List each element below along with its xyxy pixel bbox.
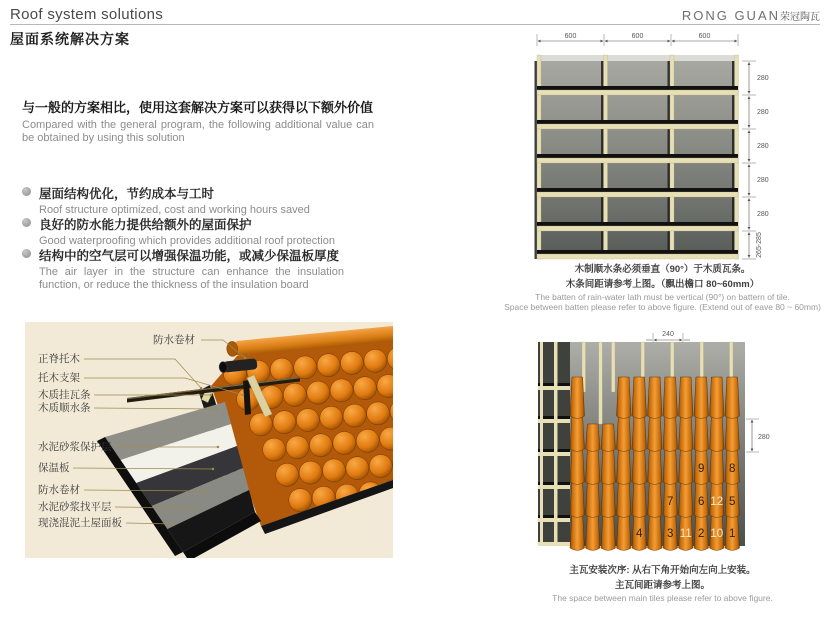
tile-installation-diagram [530, 328, 825, 558]
page-title: Roof system solutions [10, 6, 164, 23]
brand-en: RONG GUAN [681, 8, 780, 23]
layer-label: 现浇混泥土屋面板 [38, 517, 122, 529]
benefit-en: The air layer in the structure can enhance the insulation function, or reduce the thickness of the insulation board [39, 266, 344, 291]
tile-number: 1 [729, 528, 736, 540]
caption-zh: 主瓦安装次序: 从右下角开始向左向上安装。 [569, 565, 756, 576]
benefit-zh: 良好的防水能力提供给额外的屋面保护 [39, 218, 252, 232]
tile-illustration [530, 328, 825, 558]
dim-280: 280 [757, 75, 769, 82]
benefit-en: Roof structure optimized, cost and working hours saved [39, 204, 310, 216]
layer-label: 水泥砂浆找平层 [38, 501, 112, 513]
tile-number: 2 [698, 528, 705, 540]
layer-label: 防水卷材 [38, 484, 80, 496]
bullet-icon [22, 218, 31, 227]
caption-zh: 木条间距请参考上图。（飘出檐口 80~60mm） [565, 279, 760, 290]
dim-280: 280 [757, 109, 769, 116]
tile-number: 10 [710, 528, 724, 540]
brand-logo [682, 8, 820, 23]
layer-label: 保温板 [38, 462, 70, 474]
roof-structure-illustration [25, 322, 393, 558]
batten-diagram-caption [500, 262, 825, 312]
layer-label: 正脊托木 [38, 353, 80, 365]
caption-en: The space between main tiles please refer to above figure. [552, 593, 773, 603]
height-dimensions [756, 75, 769, 258]
layer-label: 水泥砂浆保护层 [38, 441, 112, 453]
benefit-item [22, 215, 352, 248]
dim-240: 240 [662, 331, 674, 338]
tile-diagram-caption [500, 563, 825, 603]
caption-en: The batten of rain-water lath must be vertical (90°) on battern of tile. [535, 292, 790, 302]
bullet-icon [22, 249, 31, 258]
width-dimensions [537, 33, 738, 46]
intro-heading: 与一般的方案相比，使用这套解决方案可以获得以下额外价值 [22, 100, 374, 115]
intro-subtext: Compared with the general program, the following additional value can be obtained by using this solution [22, 119, 374, 144]
benefit-zh: 屋面结构优化，节约成本与工时 [39, 187, 215, 201]
dim-280: 280 [757, 143, 769, 150]
tile-number: 4 [636, 528, 643, 540]
dim-280: 280 [757, 177, 769, 184]
tile-number: 8 [729, 463, 736, 475]
layer-label: 防水卷材 [153, 334, 195, 346]
page-title-zh: 屋面系统解决方案 [10, 31, 130, 47]
caption-zh: 主瓦间距请参考上图。 [614, 580, 710, 591]
dim-265-285: 265-285 [756, 232, 763, 258]
tile-number: 9 [698, 463, 705, 475]
batten-grid-illustration [530, 30, 825, 262]
dim-280: 280 [757, 211, 769, 218]
tile-number: 11 [679, 528, 692, 540]
header-divider [10, 24, 820, 25]
tile-number: 6 [698, 495, 705, 508]
benefit-en: Good waterproofing which provides additional roof protection [39, 235, 335, 247]
dim-280: 280 [758, 434, 770, 441]
tile-number: 7 [667, 495, 674, 508]
brand-zh: 荣冠陶瓦 [780, 12, 820, 23]
dim-600: 600 [564, 33, 577, 40]
right-dimension [746, 419, 770, 452]
layer-label: 木质顺水条 [38, 402, 91, 414]
bullet-icon [22, 187, 31, 196]
tile-number: 5 [729, 495, 736, 508]
benefit-zh: 结构中的空气层可以增强保温功能，或减少保温板厚度 [39, 249, 340, 263]
caption-zh: 木制顺水条必须垂直（90°）于木质瓦条。 [574, 264, 751, 275]
tile-number: 3 [667, 528, 674, 540]
benefit-item [22, 246, 352, 291]
benefit-item [22, 184, 352, 217]
batten-spacing-diagram [530, 30, 825, 262]
dim-600: 600 [631, 33, 644, 40]
caption-en: Space between batten please refer to above figure. (Extend out of eave 80 ~ 60mm) [504, 302, 821, 312]
layer-label: 托木支架 [38, 372, 80, 384]
dim-600: 600 [698, 33, 711, 40]
layer-label: 木质挂瓦条 [38, 389, 91, 401]
roof-structure-diagram [25, 322, 393, 558]
tile-number: 12 [710, 495, 724, 508]
